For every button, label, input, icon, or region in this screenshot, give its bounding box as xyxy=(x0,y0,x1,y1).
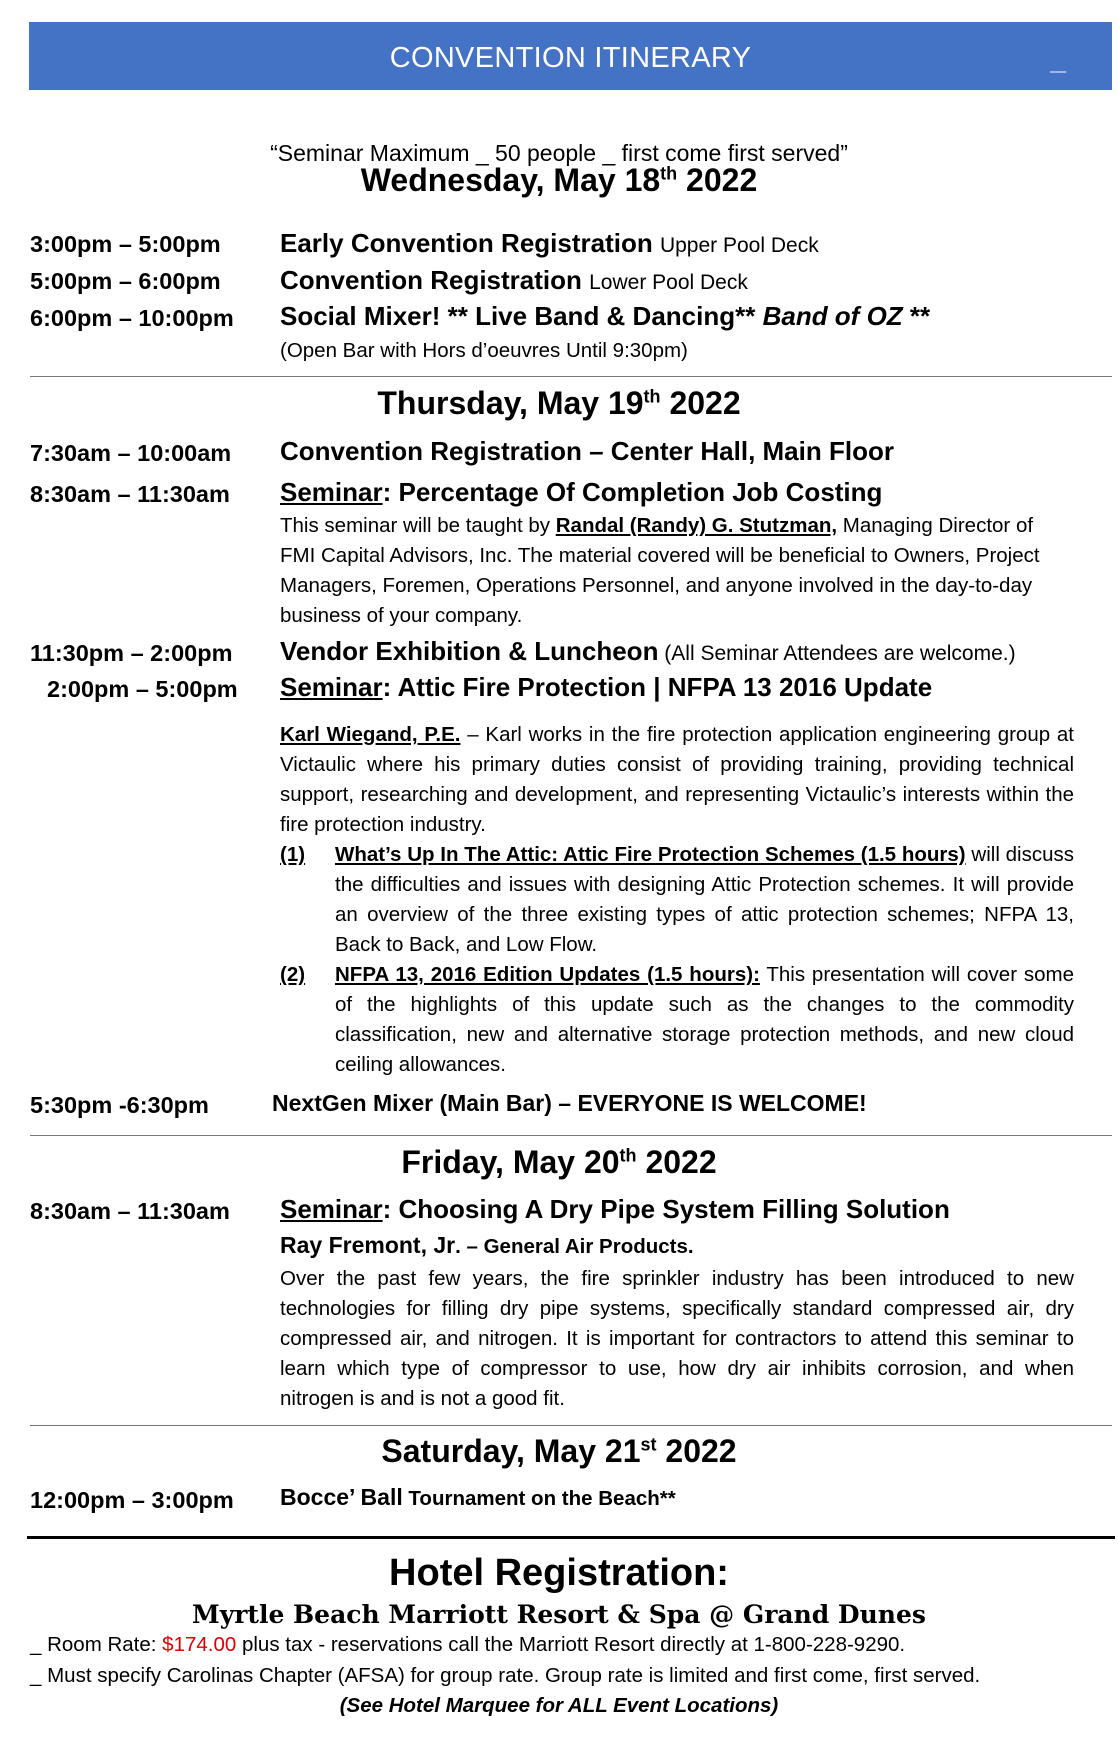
seminar-label: Seminar xyxy=(280,477,383,507)
list-item-body: This presentation will cover some of the highlights of this update such as the changes to the commodity classification, new and alternative storage protection methods, and new cloud ceiling allowances. xyxy=(335,963,1074,1076)
day-heading-saturday xyxy=(0,1433,1118,1470)
header-dash: _ xyxy=(1050,44,1066,75)
seminar-title xyxy=(280,477,882,508)
event-title xyxy=(280,301,930,332)
description-text: This seminar will be taught by xyxy=(280,514,556,537)
room-rate-line xyxy=(30,1633,905,1657)
day-suffix: th xyxy=(643,386,661,407)
list-text xyxy=(335,840,1074,960)
seminar-note: “Seminar Maximum _ 50 people _ first come first served” xyxy=(270,140,848,166)
description-text: Managing Director of FMI Capital Advisors, Inc. The material covered will be beneficial to Owners, Project Managers, Foremen, Operations Personnel, and anyone involved in the day-to-day business of your company. xyxy=(280,514,1040,627)
event-subtext: (Open Bar with Hors d’oeuvres Until 9:30pm) xyxy=(280,339,688,362)
time-slot: 8:30am – 11:30am xyxy=(30,1198,230,1224)
day-year: 2022 xyxy=(677,162,758,198)
event-name-end: ** xyxy=(902,301,931,331)
group-rate-line: _ Must specify Carolinas Chapter (AFSA) for group rate. Group rate is limited and first come, first served. xyxy=(30,1664,981,1687)
list-item-title: What’s Up In The Attic: Attic Fire Protection Schemes (1.5 hours) xyxy=(335,843,966,866)
event-name: Bocce’ Ball xyxy=(280,1484,403,1510)
day-year: 2022 xyxy=(660,385,741,421)
band-name: Band of OZ xyxy=(762,301,903,331)
seminar-name: : Attic Fire Protection | NFPA 13 2016 Update xyxy=(382,672,933,702)
day-heading-friday xyxy=(0,1144,1118,1181)
speaker-bio xyxy=(280,720,1074,840)
day-text: Thursday, May 19 xyxy=(377,385,644,421)
time-slot: 12:00pm – 3:00pm xyxy=(30,1487,234,1513)
speaker-company: . – General Air Products. xyxy=(455,1235,694,1258)
list-number: (1) xyxy=(280,843,306,866)
speaker-name: Karl Wiegand, P.E. xyxy=(280,723,461,746)
event-name: Social Mixer! ** Live Band & Dancing** xyxy=(280,301,763,331)
event-title: NextGen Mixer (Main Bar) – EVERYONE IS WELCOME! xyxy=(272,1090,867,1116)
section-divider xyxy=(27,1536,1115,1539)
event-note: (All Seminar Attendees are welcome.) xyxy=(658,642,1016,665)
seminar-description xyxy=(280,511,1074,631)
seminar-label: Seminar xyxy=(280,672,383,702)
time-slot: 5:00pm – 6:00pm xyxy=(30,268,221,294)
time-slot: 3:00pm – 5:00pm xyxy=(30,231,221,257)
event-title xyxy=(280,228,819,259)
day-heading-wednesday xyxy=(0,162,1118,199)
bio-text: – Karl works in the fire protection application engineering group at Victaulic where his primary duties consist of providing training, providing technical support, researching and development, and representing Victaulic’s interests within the fire protection industry. xyxy=(280,723,1074,836)
day-year: 2022 xyxy=(636,1144,717,1180)
list-text xyxy=(335,960,1074,1080)
time-slot: 5:30pm -6:30pm xyxy=(30,1092,209,1118)
seminar-title xyxy=(280,672,932,703)
day-suffix: th xyxy=(619,1145,637,1166)
event-location: Lower Pool Deck xyxy=(589,271,748,294)
divider xyxy=(30,1425,1112,1426)
divider xyxy=(30,376,1112,377)
list-item-title: NFPA 13, 2016 Edition Updates (1.5 hours): xyxy=(335,963,760,986)
time-slot: 2:00pm – 5:00pm xyxy=(47,676,238,702)
day-heading-thursday xyxy=(0,385,1118,422)
list-number: (2) xyxy=(280,963,306,986)
time-slot: 11:30pm – 2:00pm xyxy=(30,640,233,666)
day-text: Wednesday, May 18 xyxy=(360,162,661,198)
time-slot: 8:30am – 11:30am xyxy=(30,481,230,507)
rate-info: plus tax - reservations call the Marriott Resort directly at 1-800-228-9290. xyxy=(236,1633,906,1656)
seminar-label: Seminar xyxy=(280,1194,383,1224)
rate-label: _ Room Rate: xyxy=(30,1633,163,1656)
seminar-name: : Choosing A Dry Pipe System Filling Solution xyxy=(382,1194,950,1224)
speaker-name: Ray Fremont, Jr xyxy=(280,1232,456,1258)
speaker-name: Randal (Randy) G. Stutzman, xyxy=(555,514,838,537)
hotel-name: Myrtle Beach Marriott Resort & Spa @ Grand Dunes xyxy=(192,1600,926,1629)
time-slot: 7:30am – 10:00am xyxy=(30,440,232,466)
day-suffix: st xyxy=(640,1434,657,1455)
hotel-title: Hotel Registration: xyxy=(389,1552,729,1594)
event-detail: Tournament on the Beach** xyxy=(402,1487,676,1510)
day-text: Friday, May 20 xyxy=(401,1144,620,1180)
list-item-body: will discuss the difficulties and issues with designing Attic Protection schemes. It will provide an overview of the three existing types of attic protection schemes; NFPA 13, Back to Back, and Low Flow. xyxy=(335,843,1075,956)
event-title xyxy=(280,265,748,296)
room-price: $174.00 xyxy=(162,1633,237,1656)
day-year: 2022 xyxy=(656,1433,737,1469)
event-name: Convention Registration xyxy=(280,265,590,295)
seminar-description: Over the past few years, the fire sprinkler industry has been introduced to new technologies for filling dry pipe systems, specifically standard compressed air, dry compressed air, and nitrogen. It is important for contractors to attend this seminar to learn which type of compressor to use, how dry air inhibits corrosion, and when nitrogen is and is not a good fit. xyxy=(280,1267,1074,1410)
event-title xyxy=(280,1484,676,1511)
seminar-title xyxy=(280,1194,950,1225)
seminar-name: : Percentage Of Completion Job Costing xyxy=(382,477,883,507)
event-title xyxy=(280,636,1016,667)
event-name: Vendor Exhibition & Luncheon xyxy=(280,636,659,666)
time-slot: 6:00pm – 10:00pm xyxy=(30,305,234,331)
day-text: Saturday, May 21 xyxy=(381,1433,641,1469)
day-suffix: th xyxy=(660,163,678,184)
event-name: Early Convention Registration xyxy=(280,228,660,258)
divider xyxy=(30,1135,1112,1136)
event-location: Upper Pool Deck xyxy=(659,234,819,257)
speaker-line xyxy=(280,1232,694,1259)
header-bar xyxy=(29,22,1112,90)
event-title: Convention Registration – Center Hall, Main Floor xyxy=(280,436,894,466)
marquee-note: (See Hotel Marquee for ALL Event Locations) xyxy=(339,1694,779,1717)
page-title: CONVENTION ITINERARY xyxy=(389,42,752,74)
